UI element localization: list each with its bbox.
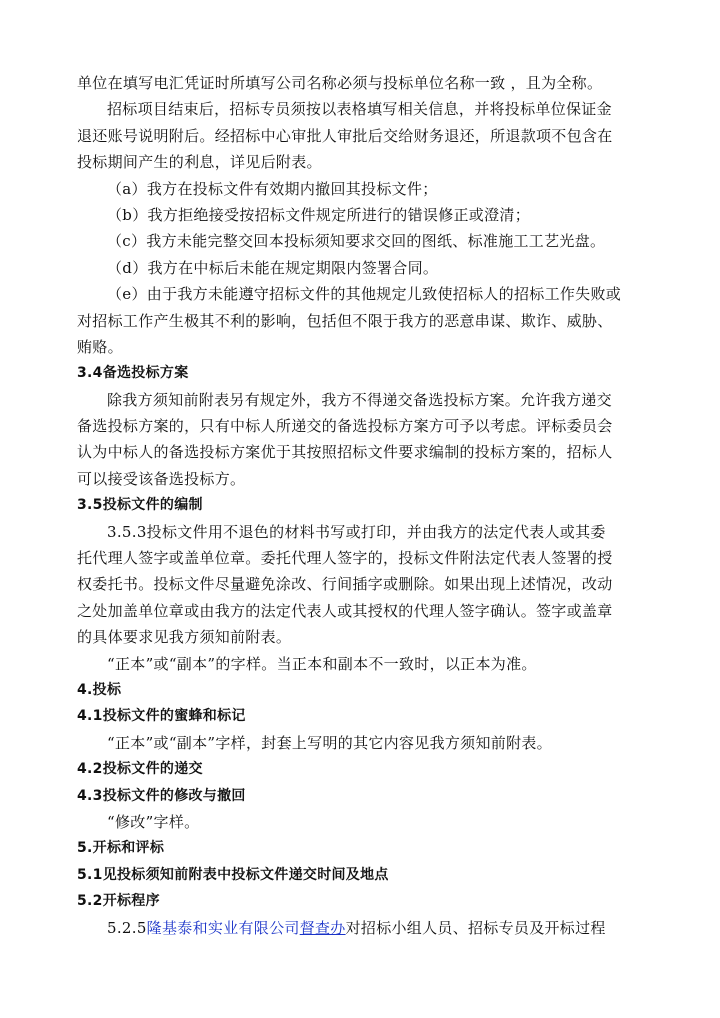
paragraph-line: “正本”或“副本”字样，封套上写明的其它内容见我方须知前附表。	[107, 733, 552, 752]
office-link[interactable]: 督查办	[299, 918, 346, 937]
paragraph-line: “修改”字样。	[107, 812, 200, 831]
paragraph-line: 备选投标方案的，只有中标人所递交的备选投标方案方可予以考虑。评标委员会	[77, 417, 613, 436]
section-heading-3-5: 3.5投标文件的编制	[77, 497, 203, 514]
paragraph-line-last	[77, 915, 657, 941]
section-heading-3-4: 3.4备选投标方案	[77, 365, 189, 382]
company-name-link[interactable]: 隆基泰和实业有限公司	[146, 918, 300, 937]
list-item-a: （a）我方在投标文件有效期内撤回其投标文件；	[107, 179, 438, 198]
document-page	[77, 70, 657, 941]
paragraph-line: 单位在填写电汇凭证时所填写公司名称必须与投标单位名称一致 ，且为全称。	[77, 74, 603, 92]
list-item-c: （c）我方未能完整交回本投标须知要求交回的图纸、标准施工工艺光盘。	[107, 232, 606, 251]
section-heading-5-1: 5.1见投标须知前附表中投标文件递交时间及地点	[77, 866, 389, 883]
paragraph-line: 权委托书。投标文件尽量避免涂改、行间插字或删除。如果出现上述情况，改动	[77, 575, 613, 594]
section-heading-5-2: 5.2开标程序	[77, 893, 160, 910]
section-heading-4-2: 4.2投标文件的递交	[77, 761, 203, 778]
paragraph-line: 退还账号说明附后。经招标中心审批人审批后交给财务退还，所退款项不包含在	[77, 126, 613, 145]
paragraph-line: 对招标工作产生极其不利的影响，包括但不限于我方的恶意串谋、欺诈、威胁、	[77, 311, 613, 330]
section-heading-4: 4.投标	[77, 681, 122, 698]
paragraph-line: 可以接受该备选投标方。	[77, 469, 246, 488]
list-item-b: （b）我方拒绝接受按招标文件规定所进行的错误修正或澄清；	[107, 205, 531, 224]
section-heading-4-1: 4.1投标文件的蜜蜂和标记	[77, 708, 246, 725]
list-item-d: （d）我方在中标后未能在规定期限内签署合同。	[107, 258, 439, 277]
clause-text: 对招标小组人员、招标专员及开标过程	[345, 918, 606, 937]
section-heading-5: 5.开标和评标	[77, 840, 165, 857]
list-item-e: （e）由于我方未能遵守招标文件的其他规定儿致使招标人的招标工作失败或	[107, 285, 622, 304]
paragraph-line: 的具体要求见我方须知前附表。	[77, 628, 292, 647]
paragraph-line: 3.5.3投标文件用不退色的材料书写或打印，并由我方的法定代表人或其委	[107, 522, 606, 541]
clause-number: 5.2.5	[107, 918, 147, 937]
paragraph-line: 之处加盖单位章或由我方的法定代表人或其授权的代理人签字确认。签字或盖章	[77, 601, 613, 620]
paragraph-line: 投标期间产生的利息，详见后附表。	[77, 153, 322, 172]
paragraph-line: 贿赂。	[77, 337, 123, 356]
section-heading-4-3: 4.3投标文件的修改与撤回	[77, 787, 246, 804]
paragraph-line: 除我方须知前附表另有规定外，我方不得递交备选投标方案。允许我方递交	[107, 390, 612, 409]
paragraph-line: 认为中标人的备选投标方案优于其按照招标文件要求编制的投标方案的，招标人	[77, 443, 613, 462]
paragraph-line: 招标项目结束后，招标专员须按以表格填写相关信息，并将投标单位保证金	[107, 100, 612, 119]
paragraph-line: 托代理人签字或盖单位章。委托代理人签字的，投标文件附法定代表人签署的授	[77, 549, 613, 568]
paragraph-line: “正本”或“副本”的字样。当正本和副本不一致时，以正本为准。	[107, 654, 537, 673]
